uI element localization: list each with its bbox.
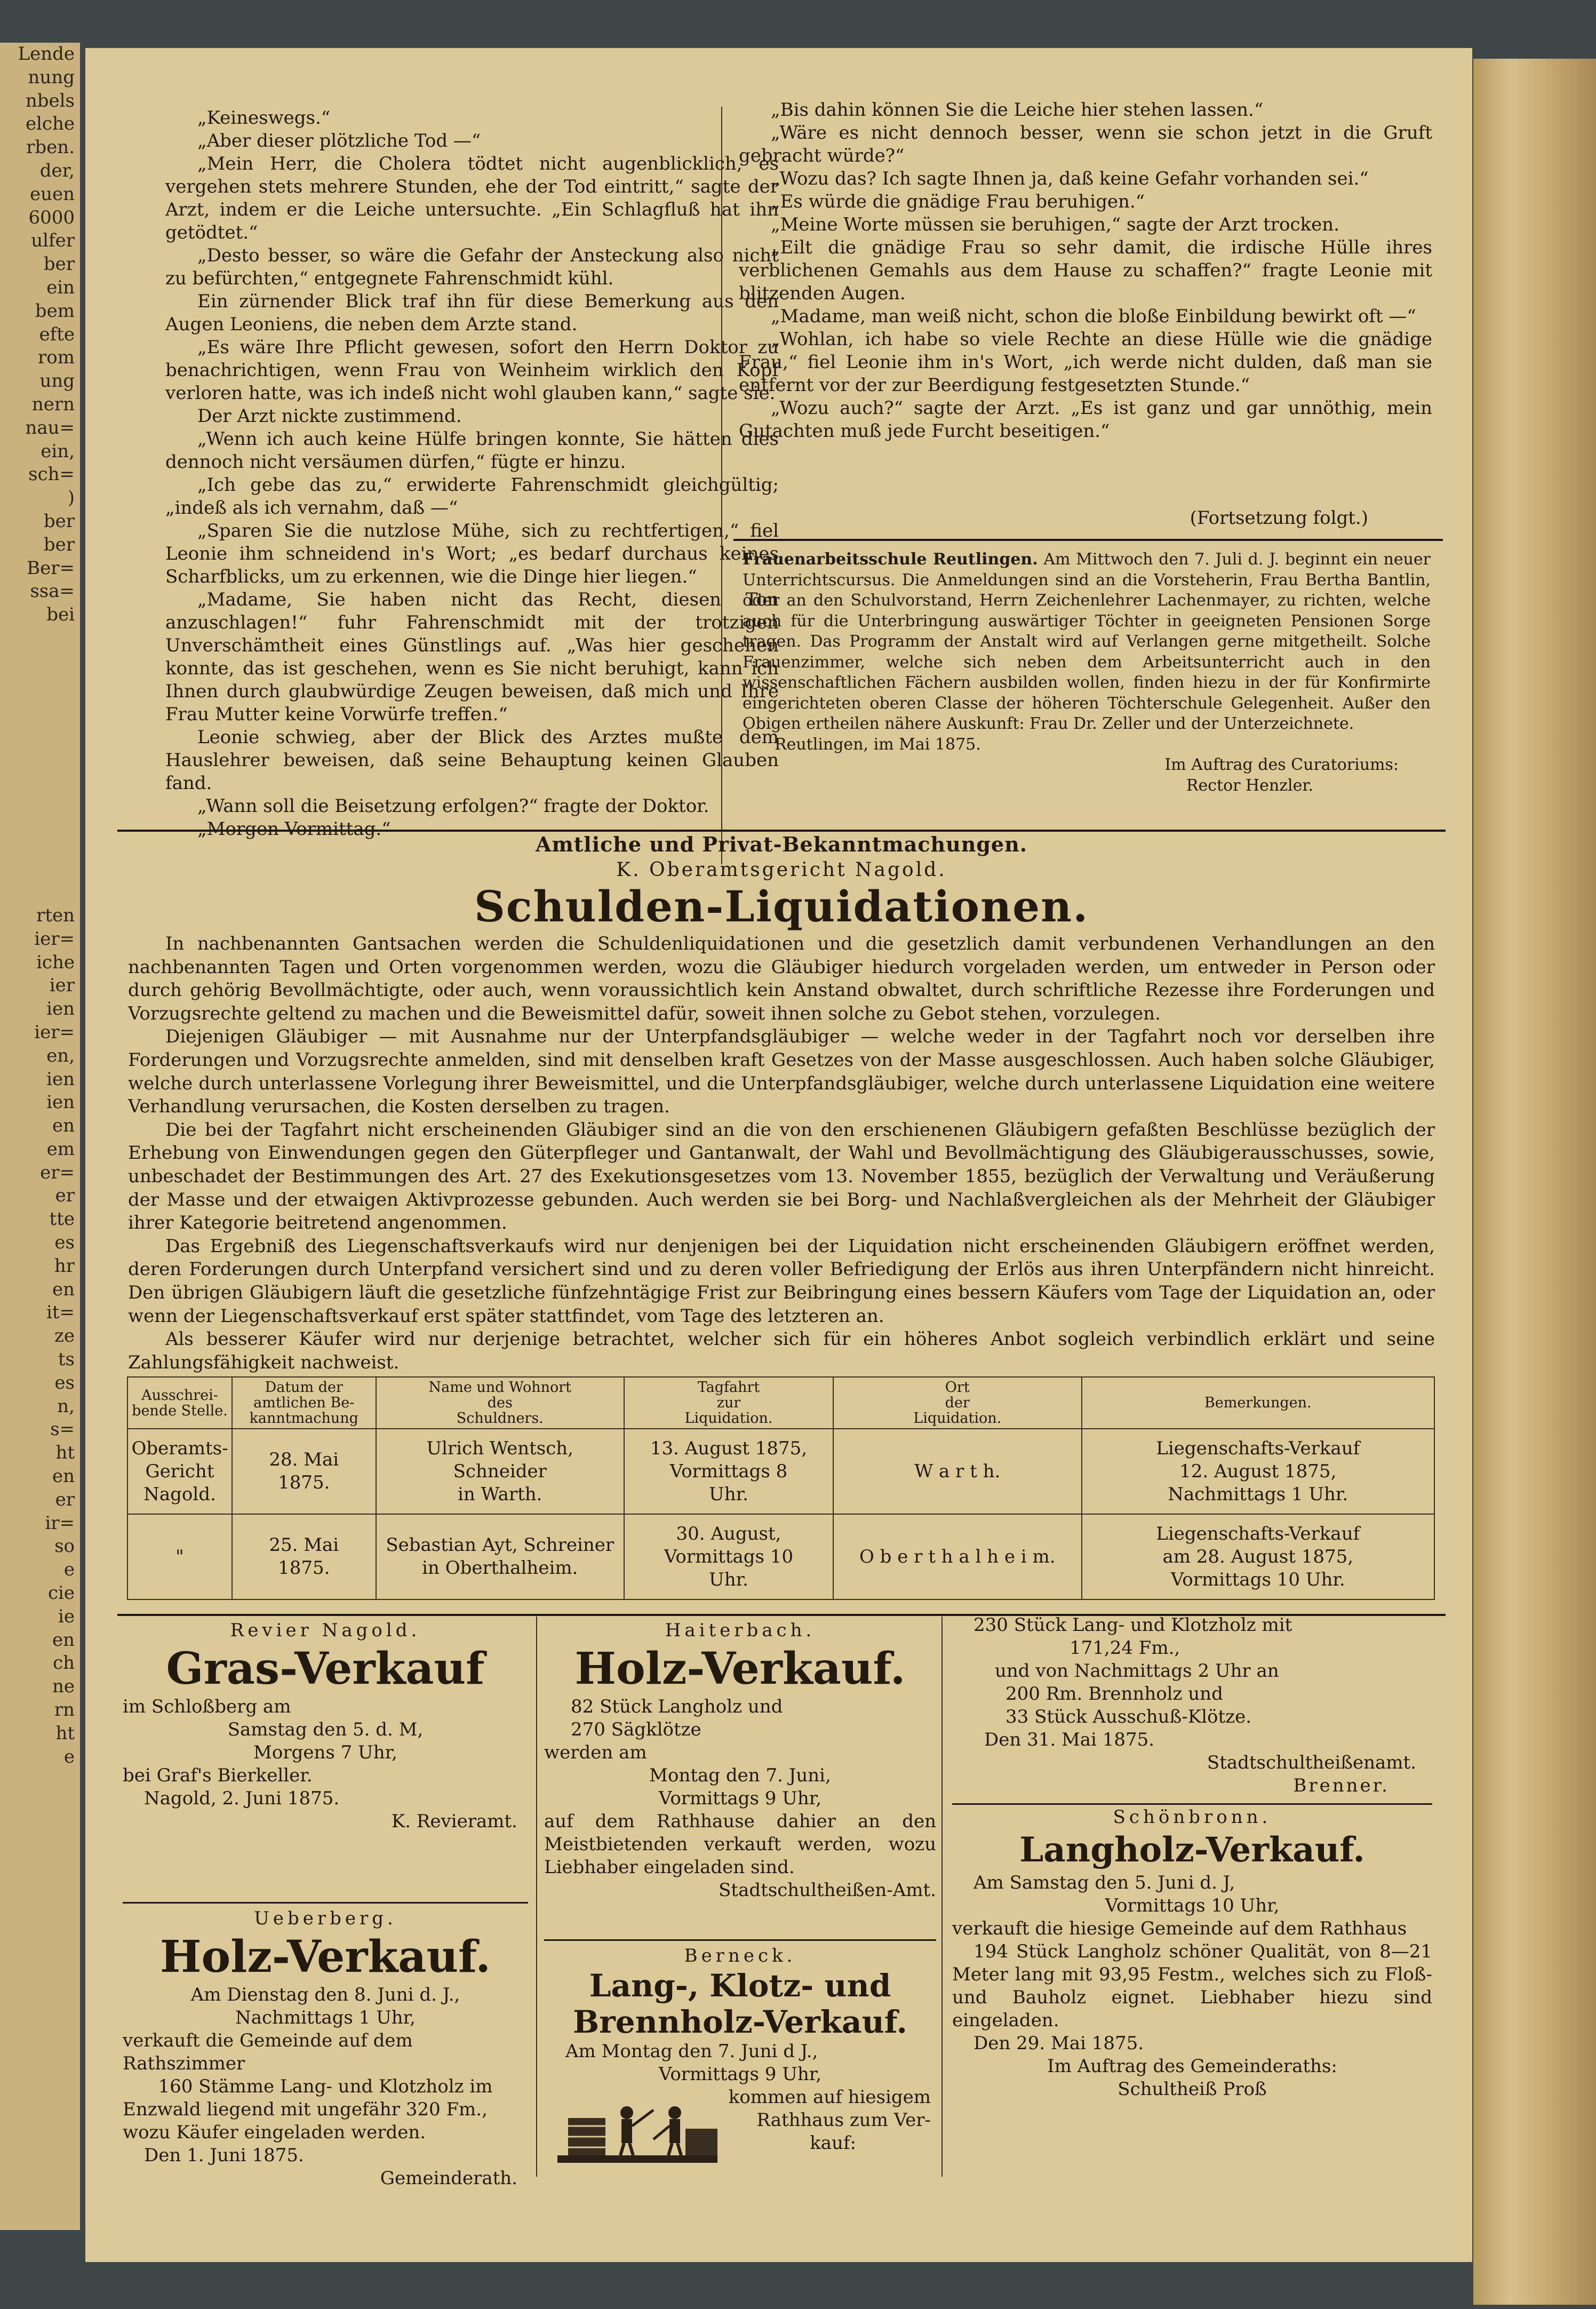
ad-line: Am Montag den 7. Juni d J., xyxy=(565,2041,818,2062)
fragment-line: ir= xyxy=(45,1512,75,1534)
ad-line: verkauft die Gemeinde auf dem Rathszimmer xyxy=(123,2030,413,2074)
ad-gras-verkauf xyxy=(123,1619,528,1833)
ad-line: Stadtschultheißenamt. xyxy=(1207,1752,1416,1773)
fragment-line: rom xyxy=(38,347,75,369)
ad-haiterbach-continued xyxy=(952,1614,1432,1797)
ad-line: Im Auftrag des Gemeinderaths: xyxy=(1047,2056,1337,2077)
woodcutters-illustration xyxy=(552,2097,728,2171)
story-paragraph: „Ich gebe das zu,“ erwiderte Fahrenschmidt gleichgültig; „indeß als ich vernahm, daß —“ xyxy=(165,474,779,519)
ad-line: Vormittags 10 Uhr, xyxy=(1105,1895,1280,1916)
story-right-column xyxy=(739,99,1432,443)
ad-title: Holz-Verkauf. xyxy=(160,1931,491,1982)
fragment-line: e xyxy=(63,1559,75,1581)
table-header: Bemerkungen. xyxy=(1082,1377,1435,1429)
fragment-line: der, xyxy=(39,160,75,181)
left-page-fragment xyxy=(0,43,80,2230)
table-cell: 28. Mai 1875. xyxy=(232,1429,376,1514)
ad-title: Holz-Verkauf. xyxy=(574,1643,906,1694)
notice-sign1: Im Auftrag des Curatoriums: xyxy=(1164,755,1399,774)
fragment-line: ) xyxy=(67,487,75,509)
table-cell: " xyxy=(127,1514,232,1599)
ad-line: und von Nachmittags 2 Uhr an xyxy=(995,1660,1279,1682)
ad-line: Schultheiß Proß xyxy=(1118,2079,1267,2100)
ad-line: Gemeinderath. xyxy=(380,2168,517,2189)
table-cell: 25. Mai 1875. xyxy=(232,1514,376,1599)
ad-line: Montag den 7. Juni, xyxy=(649,1765,831,1786)
ad-line: 33 Stück Ausschuß-Klötze. xyxy=(1006,1706,1252,1727)
table-header: Ort der Liquidation. xyxy=(833,1377,1082,1429)
ad-line: auf dem Rathhause dahier an den Meistbietenden verkauft werden, wozu Liebhaber eingeladen sind. xyxy=(544,1811,936,1878)
fragment-line: nung xyxy=(28,66,75,88)
ad-ueberberg xyxy=(123,1907,528,2190)
fragment-line: en xyxy=(52,1466,75,1487)
liquidation-paragraph: Als besserer Käufer wird nur derjenige betrachtet, welcher sich für ein höheres Anbot sogleich verbindlich erklärt und seine Zahlungsfähigkeit nachweist. xyxy=(128,1328,1435,1373)
ad-schoenbronn xyxy=(952,1806,1432,2101)
fragment-line: 6000 xyxy=(28,206,75,228)
fragment-line: ht xyxy=(55,1722,75,1744)
story-paragraph: Der Arzt nickte zustimmend. xyxy=(197,405,462,427)
fragment-line: ung xyxy=(39,370,75,392)
ad-line: kommen auf hiesigem xyxy=(728,2087,931,2108)
fragment-line: iche xyxy=(36,951,75,973)
fragment-line: ien xyxy=(46,998,75,1020)
fragment-line: ber xyxy=(43,510,75,532)
ad-line: kauf: xyxy=(810,2132,856,2154)
ad-line: Den 31. Mai 1875. xyxy=(984,1729,1155,1750)
story-paragraph: „Mein Herr, die Cholera tödtet nicht augenblicklich, es vergehen stets mehrere Stunden, ehe der Tod eintritt,“ sagte der Arzt, indem er die Leiche untersuchte. „Ein Schlagfluß hat ihn getödtet.“ xyxy=(165,153,779,243)
story-paragraph: „Madame, Sie haben nicht das Recht, diesen Ton anzuschlagen!“ fuhr Fahrenschmidt mit der trotzigen Unverschämtheit eines Günstlings auf. „Was hier geschehen konnte, das ist geschehen, wenn es Sie nicht beruhigt, kann ich Ihnen durch glaubwürdige Zeugen beweisen, daß mich und Ihre Frau Mutter keine Vorwürfe treffen.“ xyxy=(165,589,779,725)
fragment-line: er xyxy=(55,1185,75,1207)
liquidation-paragraph: Das Ergebniß des Liegenschaftsverkaufs wird nur denjenigen bei der Liquidation nicht erscheinenden Gläubigern eröffnet werden, deren Forderungen durch Unterpfand versichert sind und zu deren voller Befriedigung der Erlös aus ihren Unterpfändern nicht hinreicht. Den übrigen Gläubigern läuft die gesetzliche fünfzehntägige Frist zur Beibringung eines bessern Käufers vom Tage der Liquidation an, oder wenn der Liegenschaftsverkauf erst später stattfindet, vom Tage des letzteren an. xyxy=(128,1235,1435,1327)
table-cell: Oberamts- Gericht Nagold. xyxy=(127,1429,232,1514)
fragment-line: en xyxy=(52,1115,75,1137)
fragment-line: ien xyxy=(46,1068,75,1090)
ad-location: Ueberberg. xyxy=(254,1908,397,1929)
column-separator xyxy=(721,107,722,864)
ad-line: Am Dienstag den 8. Juni d. J., xyxy=(190,1984,460,2005)
liquidation-paragraph: Diejenigen Gläubiger — mit Ausnahme nur der Unterpfandsgläubiger — welche weder in der Tagfahrt noch vor derselben ihre Forderungen und Vorzugsrechte anmelden, sind mit denselben kraft Gesetzes von der Masse ausgeschlossen. Auch haben solche Gläubiger, welche durch unterlassene Vorlegung ihrer Beweismittel, und die Unterpfandsgläubiger, welche durch unterlassene Liquidation eine weitere Verhandlung verursachen, die Kosten derselben zu tragen. xyxy=(128,1026,1435,1118)
ad-title: Gras-Verkauf xyxy=(166,1643,485,1694)
ad-line: 194 Stück Langholz schöner Qualität, von 8—21 Meter lang mit 93,95 Festm., welches sich zu Floß- und Bauholz eignet. Liebhaber hiezu sind eingeladen. xyxy=(952,1941,1432,2031)
fragment-line: Ber= xyxy=(27,557,75,579)
fragment-line: nern xyxy=(31,393,75,415)
fragment-line: ie xyxy=(58,1605,75,1627)
notice-title: Frauenarbeitsschule Reutlingen. xyxy=(743,550,1038,569)
fragment-line: so xyxy=(54,1535,75,1557)
story-paragraph: „Keineswegs.“ xyxy=(197,107,331,129)
story-paragraph: „Wenn ich auch keine Hülfe bringen konnte, Sie hätten dies dennoch nicht versäumen dürfen,“ fügte er hinzu. xyxy=(165,428,779,473)
fragment-line: tte xyxy=(49,1208,75,1230)
story-paragraph: „Wäre es nicht dennoch besser, wenn sie schon jetzt in die Gruft gebracht würde?“ xyxy=(739,122,1432,166)
table-row xyxy=(127,1514,1434,1599)
fragment-line: em xyxy=(46,1138,75,1160)
ads-separator-1 xyxy=(536,1617,537,2177)
fragment-line: sch= xyxy=(28,464,75,485)
ad-line: 230 Stück Lang- und Klotzholz mit xyxy=(973,1614,1292,1636)
story-paragraph: „Morgen Vormittag.“ xyxy=(197,818,391,840)
fragment-line: ts xyxy=(58,1349,75,1371)
ad-line: werden am xyxy=(544,1742,647,1763)
fragment-line: ein, xyxy=(41,440,75,462)
fragment-line: efte xyxy=(39,323,75,345)
fragment-line: ein xyxy=(46,276,75,298)
ad-line: Stadtschultheißen-Amt. xyxy=(719,1880,936,1901)
ad-line: Vormittags 9 Uhr, xyxy=(658,2064,822,2085)
fragment-line: cie xyxy=(47,1582,75,1604)
table-cell: 30. August, Vormittags 10 Uhr. xyxy=(624,1514,833,1599)
story-left-column xyxy=(165,107,779,841)
ad-line: Enzwald liegend mit ungefähr 320 Fm., xyxy=(123,2099,488,2120)
fragment-line: ze xyxy=(54,1325,75,1347)
liquidation-paragraph: In nachbenannten Gantsachen werden die Schuldenliquidationen und die gesetzlich damit verbundenen Verhandlungen an den nachbenannten Tagen und Orten vorgenommen werden, wozu die Gläubiger hiedurch vorgeladen werden, um entweder in Person oder durch gehörig Bevollmächtigte, oder auch, wenn voraussichtlich kein Anstand obwaltet, durch schriftliche Rezesse ihre Forderungen und Vorzugsrechte geltend zu machen und die Beweismittel dafür, soweit ihnen solche zu Gebot stehen, vorzulegen. xyxy=(128,933,1435,1024)
ad-line: Morgens 7 Uhr, xyxy=(253,1742,397,1763)
ad-line: verkauft die hiesige Gemeinde auf dem Rathhaus xyxy=(952,1918,1407,1939)
story-paragraph: „Aber dieser plötzliche Tod —“ xyxy=(197,130,481,152)
ad-line: bei Graf's Bierkeller. xyxy=(123,1765,313,1786)
fragment-line: rben. xyxy=(26,137,75,158)
fragment-line: ht xyxy=(55,1442,75,1464)
ad-location: Revier Nagold. xyxy=(230,1620,421,1641)
ad-line: im Schloßberg am xyxy=(123,1696,291,1717)
story-paragraph: „Es würde die gnädige Frau beruhigen.“ xyxy=(771,191,1145,212)
ads-separator-2 xyxy=(941,1617,943,2177)
table-cell: Sebastian Ayt, Schreiner in Oberthalheim. xyxy=(376,1514,625,1599)
fragment-line: ch xyxy=(53,1652,75,1674)
school-notice xyxy=(743,550,1431,796)
story-paragraph: „Wann soll die Beisetzung erfolgen?“ fragte der Doktor. xyxy=(197,795,709,817)
section-title: Amtliche und Privat-Bekanntmachungen. xyxy=(536,832,1027,856)
ad-line: Den 29. Mai 1875. xyxy=(973,2033,1144,2054)
notice-text: Am Mittwoch den 7. Juli d. J. beginnt ein neuer Unterrichtscursus. Die Anmeldungen sind an die Vorsteherin, Frau Bertha Bantlin, oder an den Schulvorstand, Herrn Zeichenlehrer Lachenmayer, zu richten, welche auch für die Unterbringung auswärtiger Töchter in geeigneten Pensionen Sorge tragen. Das Programm der Anstalt wird auf Verlangen gerne mitgetheilt. Solche Frauenzimmer, welche sich neben dem Arbeitsunterricht auch in den wissenschaftlichen Fächern ausbilden wollen, finden hiezu in der für Konfirmirte eingerichteten oberen Classe der höheren Töchterschule Gelegenheit. Außer den Obigen ertheilen nähere Auskunft: Frau Dr. Zeller und der Unterzeichnete. xyxy=(743,550,1431,733)
fragment-line: n, xyxy=(57,1395,75,1417)
fragment-line: s= xyxy=(50,1419,75,1440)
story-paragraph: „Bis dahin können Sie die Leiche hier stehen lassen.“ xyxy=(771,99,1264,121)
table-header: Tagfahrt zur Liquidation. xyxy=(624,1377,833,1429)
ad-location: Schönbronn. xyxy=(1113,1806,1272,1828)
ad-line: Brenner. xyxy=(1293,1775,1390,1796)
notice-sign2: Rector Henzler. xyxy=(1186,776,1313,795)
book-page-edges xyxy=(1473,59,1596,2305)
liquidation-paragraph: Die bei der Tagfahrt nicht erscheinenden Gläubiger sind an die von den erschienenen Gläubigern gefaßten Beschlüsse bezüglich der Erhebung von Einwendungen gegen den Güterpfleger und Gantanwalt, der Wahl und Bevollmächtigung des Gläubigerausschusses, sowie, unbeschadet der Bestimmungen des Art. 27 des Exekutionsgesetzes vom 13. November 1855, bezüglich der Verwaltung und Veräußerung der Masse und der etwaigen Aktivprozesse gebunden. Auch werden sie bei Borg- und Nachlaßvergleichen als der Mehrheit der Gläubiger ihrer Kategorie beitretend angenommen. xyxy=(128,1119,1435,1234)
table-cell: W a r t h. xyxy=(833,1429,1082,1514)
table-header: Datum der amtlichen Be- kanntmachung xyxy=(232,1377,376,1429)
table-cell: Liegenschafts-Verkauf 12. August 1875, Nachmittags 1 Uhr. xyxy=(1082,1429,1435,1514)
fragment-line: ulfer xyxy=(31,230,75,252)
fragment-line: ien xyxy=(46,1092,75,1113)
fragment-line: en xyxy=(52,1278,75,1300)
ad-line: Rathhaus zum Ver- xyxy=(756,2109,931,2131)
table-cell: O b e r t h a l h e i m. xyxy=(833,1514,1082,1599)
fragment-line: en xyxy=(52,1629,75,1651)
story-paragraph: „Es wäre Ihre Pflicht gewesen, sofort den Herrn Doktor zu benachrichtigen, wenn Frau von Weinheim wirklich den Kopf verloren hatte, was ich indeß nicht wohl glauben kann,“ sagte sie. xyxy=(165,337,779,404)
story-paragraph: Leonie schwieg, aber der Blick des Arztes mußte dem Hauslehrer beweisen, daß seine Behauptung keinen Glauben fand. xyxy=(165,727,779,794)
story-paragraph: „Wozu das? Ich sagte Ihnen ja, daß keine Gefahr vorhanden sei.“ xyxy=(771,168,1369,189)
ad-line: wozu Käufer eingeladen werden. xyxy=(123,2122,426,2143)
fragment-line: hr xyxy=(54,1255,75,1277)
fragment-line: rten xyxy=(36,904,75,926)
fragment-line: euen xyxy=(29,183,75,205)
table-row xyxy=(127,1429,1434,1514)
story-paragraph: „Eilt die gnädige Frau so sehr damit, die irdische Hülle ihres verblichenen Gemahls aus dem Hause zu schaffen?“ fragte Leonie mit blitzenden Augen. xyxy=(739,237,1432,304)
ad-haiterbach xyxy=(544,1619,936,1902)
fragment-line: it= xyxy=(46,1302,75,1324)
story-paragraph: „Meine Worte müssen sie beruhigen,“ sagte der Arzt trocken. xyxy=(771,214,1339,235)
ad-line: Samstag den 5. d. M, xyxy=(227,1719,424,1740)
story-paragraph: „Madame, man weiß nicht, schon die bloße Einbildung bewirkt oft —“ xyxy=(771,306,1416,327)
fragment-line: ber xyxy=(43,253,75,275)
table-header: Name und Wohnort des Schuldners. xyxy=(376,1377,625,1429)
fragment-line: ier= xyxy=(34,928,75,950)
newspaper-page xyxy=(85,48,1472,2262)
ad-line: Den 1. Juni 1875. xyxy=(144,2145,304,2166)
ads-rule-right xyxy=(952,1803,1432,1805)
fragment-line: ber xyxy=(43,534,75,555)
ad-line: 200 Rm. Brennholz und xyxy=(1006,1683,1223,1705)
fragment-line: rn xyxy=(54,1699,75,1721)
story-paragraph: „Desto besser, so wäre die Gefahr der Ansteckung also nicht zu befürchten,“ entgegnete Fahrenschmidt kühl. xyxy=(165,245,779,289)
ad-line: 270 Sägklötze xyxy=(571,1719,701,1740)
fragment-line: bem xyxy=(35,300,75,322)
ad-title-line2: Brennholz-Verkauf. xyxy=(573,2004,907,2040)
fragment-gap xyxy=(0,627,80,904)
continued-note: (Fortsetzung folgt.) xyxy=(1190,507,1368,529)
fragment-line: er= xyxy=(40,1161,75,1183)
ads-rule-mid xyxy=(544,1939,936,1941)
fragment-line: es xyxy=(54,1232,75,1254)
fragment-line: bei xyxy=(46,604,75,626)
liquidation-table xyxy=(127,1376,1435,1600)
ad-line: 82 Stück Langholz und xyxy=(571,1696,783,1717)
table-cell: Liegenschafts-Verkauf am 28. August 1875, Vormittags 10 Uhr. xyxy=(1082,1514,1435,1599)
ad-line: 160 Stämme Lang- und Klotzholz im xyxy=(158,2076,493,2097)
fragment-line: ssa= xyxy=(30,580,75,602)
fragment-line: nau= xyxy=(25,417,75,439)
fragment-line: elche xyxy=(25,113,75,135)
table-cell: Ulrich Wentsch, Schneider in Warth. xyxy=(376,1429,625,1514)
liquidation-heading: Schulden-Liquidationen. xyxy=(474,881,1089,931)
fragment-line: ne xyxy=(52,1676,75,1698)
ad-line: K. Revieramt. xyxy=(391,1811,517,1832)
notice-top-rule xyxy=(733,539,1443,541)
court-name: K. Oberamtsgericht Nagold. xyxy=(616,859,947,881)
story-paragraph: „Sparen Sie die nutzlose Mühe, sich zu rechtfertigen,“ fiel Leonie ihm schneidend in's Wort; „es bedarf durchaus keines Scharfblicks, um zu erkennen, wie die Dinge hier liegen.“ xyxy=(165,520,779,587)
ad-line: 171,24 Fm., xyxy=(1070,1637,1180,1659)
story-paragraph: „Wohlan, ich habe so viele Rechte an diese Hülle wie die gnädige Frau,“ fiel Leonie ihm in's Wort, „ich werde nicht dulden, daß man sie entfernt vor der zur Beerdigung festgesetzten Stunde.“ xyxy=(739,329,1432,396)
ad-line: Vormittags 9 Uhr, xyxy=(658,1788,822,1809)
fragment-line: Lende xyxy=(18,43,75,65)
section-top-rule xyxy=(117,830,1446,832)
fragment-line: es xyxy=(54,1372,75,1394)
story-paragraph: „Wozu auch?“ sagte der Arzt. „Es ist ganz und gar unnöthig, mein Gutachten muß jede Furcht beseitigen.“ xyxy=(739,397,1432,442)
fragment-line: ier xyxy=(49,975,75,997)
ad-line: Nachmittags 1 Uhr, xyxy=(235,2007,416,2028)
liquidation-text xyxy=(128,933,1435,1374)
ad-line: Nagold, 2. Juni 1875. xyxy=(144,1788,340,1809)
ad-title: Langholz-Verkauf. xyxy=(1019,1830,1365,1870)
fragment-line: ier= xyxy=(34,1021,75,1043)
table-header: Ausschrei- bende Stelle. xyxy=(127,1377,232,1429)
story-paragraph: Ein zürnender Blick traf ihn für diese Bemerkung aus den Augen Leoniens, die neben dem Arzte stand. xyxy=(165,291,779,335)
table-cell: 13. August 1875, Vormittags 8 Uhr. xyxy=(624,1429,833,1514)
fragment-line: e xyxy=(63,1746,75,1767)
notice-date: Reutlingen, im Mai 1875. xyxy=(775,735,981,754)
ad-title-line1: Lang-, Klotz- und xyxy=(589,1968,891,2004)
ad-location: Berneck. xyxy=(684,1945,796,1966)
ad-line: Am Samstag den 5. Juni d. J, xyxy=(973,1872,1235,1893)
fragment-line: nbels xyxy=(25,90,75,112)
fragment-line: er xyxy=(55,1488,75,1510)
fragment-line: en, xyxy=(46,1045,75,1066)
ad-location: Haiterbach. xyxy=(665,1620,816,1641)
ads-rule-left xyxy=(123,1902,528,1904)
